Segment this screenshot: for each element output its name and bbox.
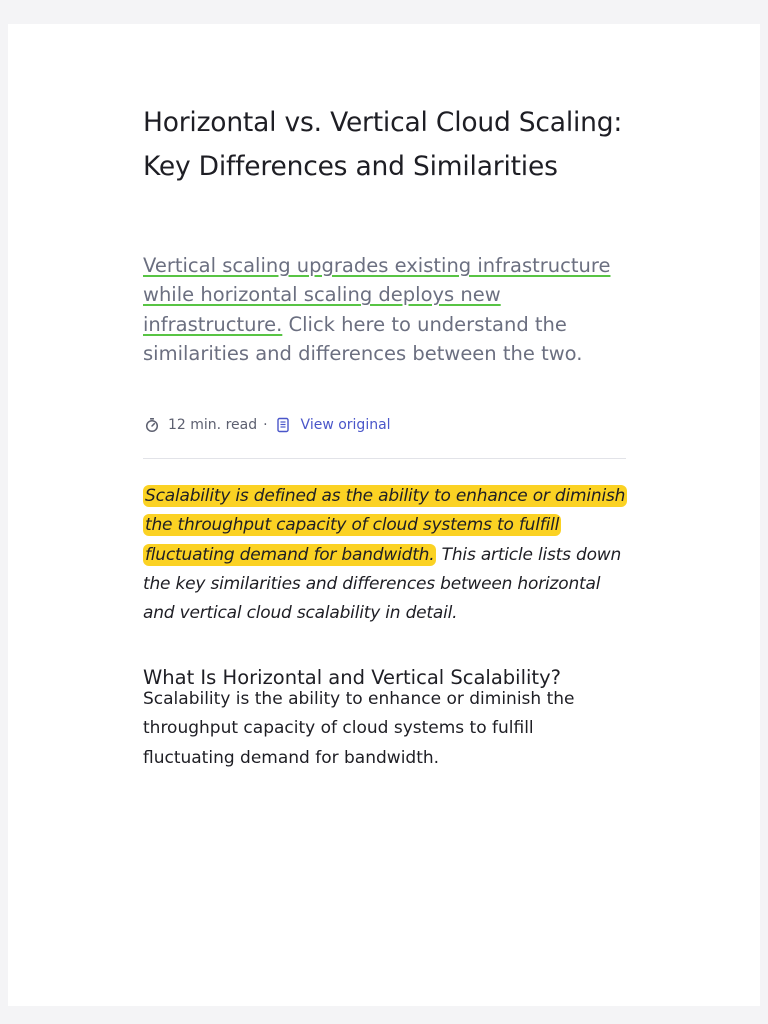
article-intro (143, 482, 633, 628)
article-title: Horizontal vs. Vertical Cloud Scaling: Key Differences and Similarities (143, 107, 623, 182)
article-summary (143, 251, 626, 368)
view-original-link[interactable]: View original (300, 417, 391, 433)
intro-rest: This article lists down the key similarities and differences between horizontal and vertical cloud scalability in detail. (143, 544, 622, 624)
highlighted-text[interactable]: Scalability is defined as the ability to enhance or diminish the throughput capacity of cloud systems to fulfill fluctuating demand for bandwidth. (145, 486, 626, 565)
section-body: Scalability is the ability to enhance or diminish the throughput capacity of cloud systems to fulfill fluctuating demand for bandwidth. (143, 689, 575, 768)
article-card (8, 24, 760, 1006)
summary-link[interactable]: Vertical scaling upgrades existing infrastructure while horizontal scaling deploys new infrastructure. (143, 254, 611, 336)
meta-separator: · (263, 417, 268, 433)
bottom-strip (0, 1006, 768, 1024)
top-bar (0, 0, 768, 18)
article-meta (143, 414, 391, 436)
summary-rest: Click here to understand the similarities and differences between the two. (143, 312, 583, 365)
section-heading: What Is Horizontal and Vertical Scalability? (143, 666, 561, 689)
document-icon[interactable] (274, 416, 292, 434)
divider (143, 458, 626, 459)
read-time: 12 min. read (168, 417, 258, 433)
stopwatch-icon (143, 416, 161, 434)
